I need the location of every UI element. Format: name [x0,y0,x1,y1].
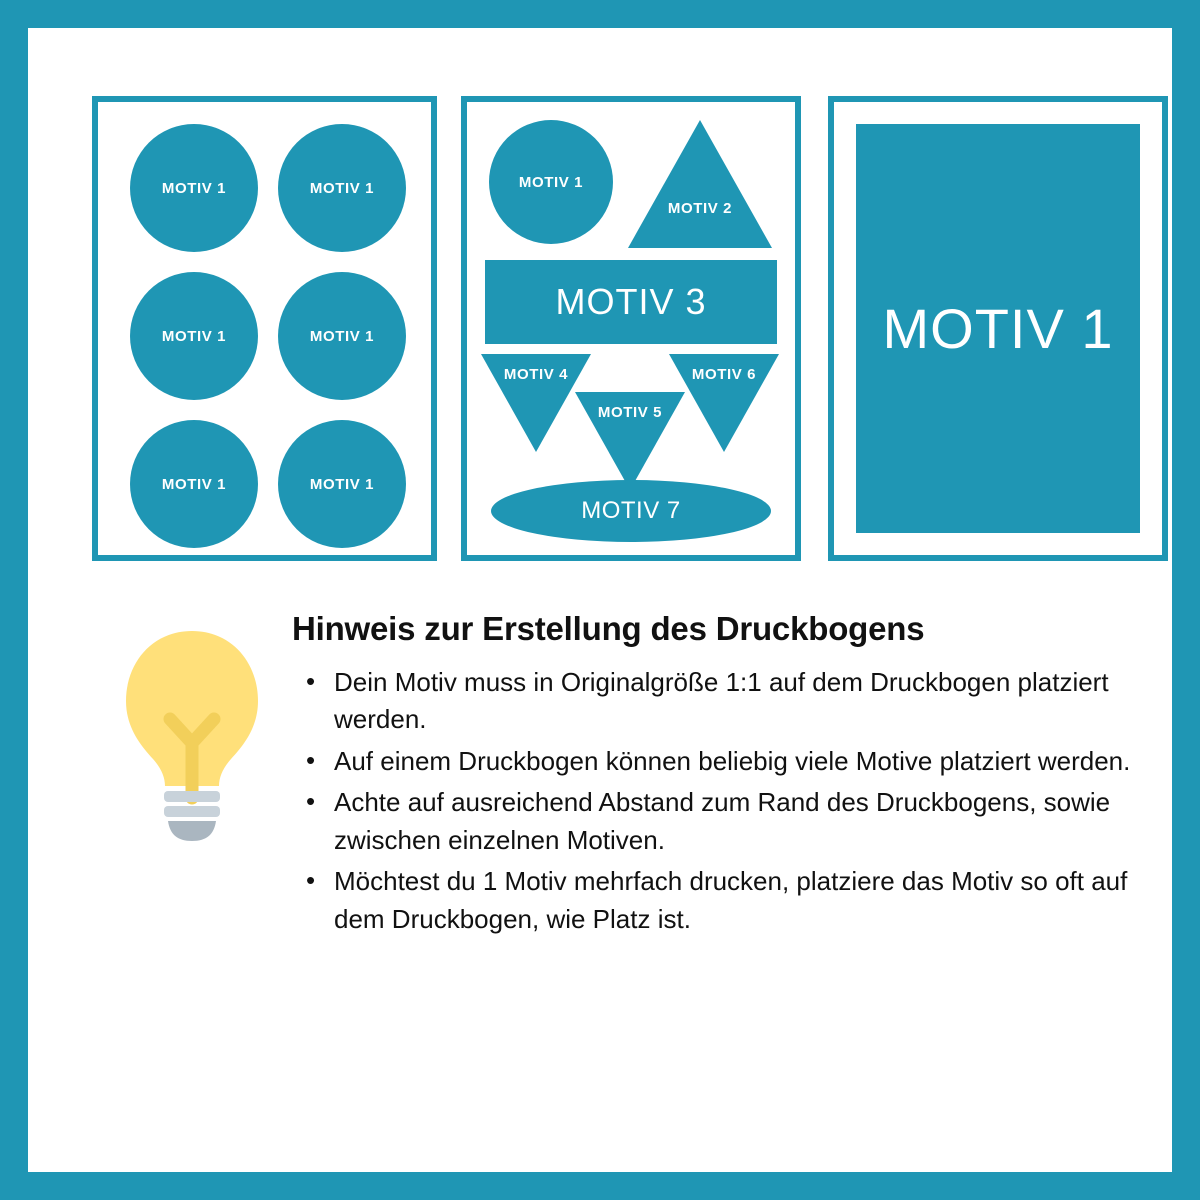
motif-label: MOTIV 1 [161,179,227,197]
lightbulb-icon [112,623,272,843]
motif-label: MOTIV 2 [667,200,733,217]
motif-label: MOTIV 1 [161,327,227,345]
motif-shape-circle [278,272,406,400]
motif-label: MOTIV 5 [597,404,663,421]
motif-shape-circle [130,272,258,400]
motif-label: MOTIV 4 [503,366,569,383]
motif-shape-triangle-down [669,354,779,454]
print-sheet-circles [92,96,437,561]
info-card [28,28,1172,1172]
motif-shape-circle [278,420,406,548]
motif-shape-circle [278,124,406,252]
motif-label: MOTIV 3 [555,281,707,322]
motif-shape-ellipse [491,480,771,542]
motif-label: MOTIV 1 [518,173,584,191]
motif-label: MOTIV 7 [581,497,681,524]
motif-shape-rectangle [485,260,777,344]
motif-shape-rectangle-large [856,124,1140,533]
motif-label: MOTIV 1 [161,475,227,493]
notes-list [292,664,1142,938]
list-item: • Dein Motiv muss in Originalgröße 1:1 auf dem Druckbogen platziert werden. [334,664,1142,739]
motif-shape-triangle-up [625,120,775,250]
motif-shape-circle [489,120,613,244]
motif-shape-circle [130,124,258,252]
print-sheet-examples [64,66,1144,566]
notes-body [292,610,1142,942]
list-item: • Achte auf ausreichend Abstand zum Rand des Druckbogens, sowie zwischen einzelnen Motiven. [334,784,1142,859]
list-item: • Möchtest du 1 Motiv mehrfach drucken, platziere das Motiv so oft auf dem Druckbogen, wie Platz ist. [334,863,1142,938]
notes-title: Hinweis zur Erstellung des Druckbogens [292,610,925,647]
motif-label: MOTIV 1 [309,179,375,197]
print-sheet-single [828,96,1168,561]
motif-shape-circle [130,420,258,548]
motif-label: MOTIV 1 [309,475,375,493]
motif-label: MOTIV 1 [882,297,1114,360]
print-sheet-mixed [461,96,801,561]
list-item: • Auf einem Druckbogen können beliebig viele Motive platziert werden. [334,743,1142,780]
motif-label: MOTIV 1 [309,327,375,345]
motif-label: MOTIV 6 [691,366,757,383]
